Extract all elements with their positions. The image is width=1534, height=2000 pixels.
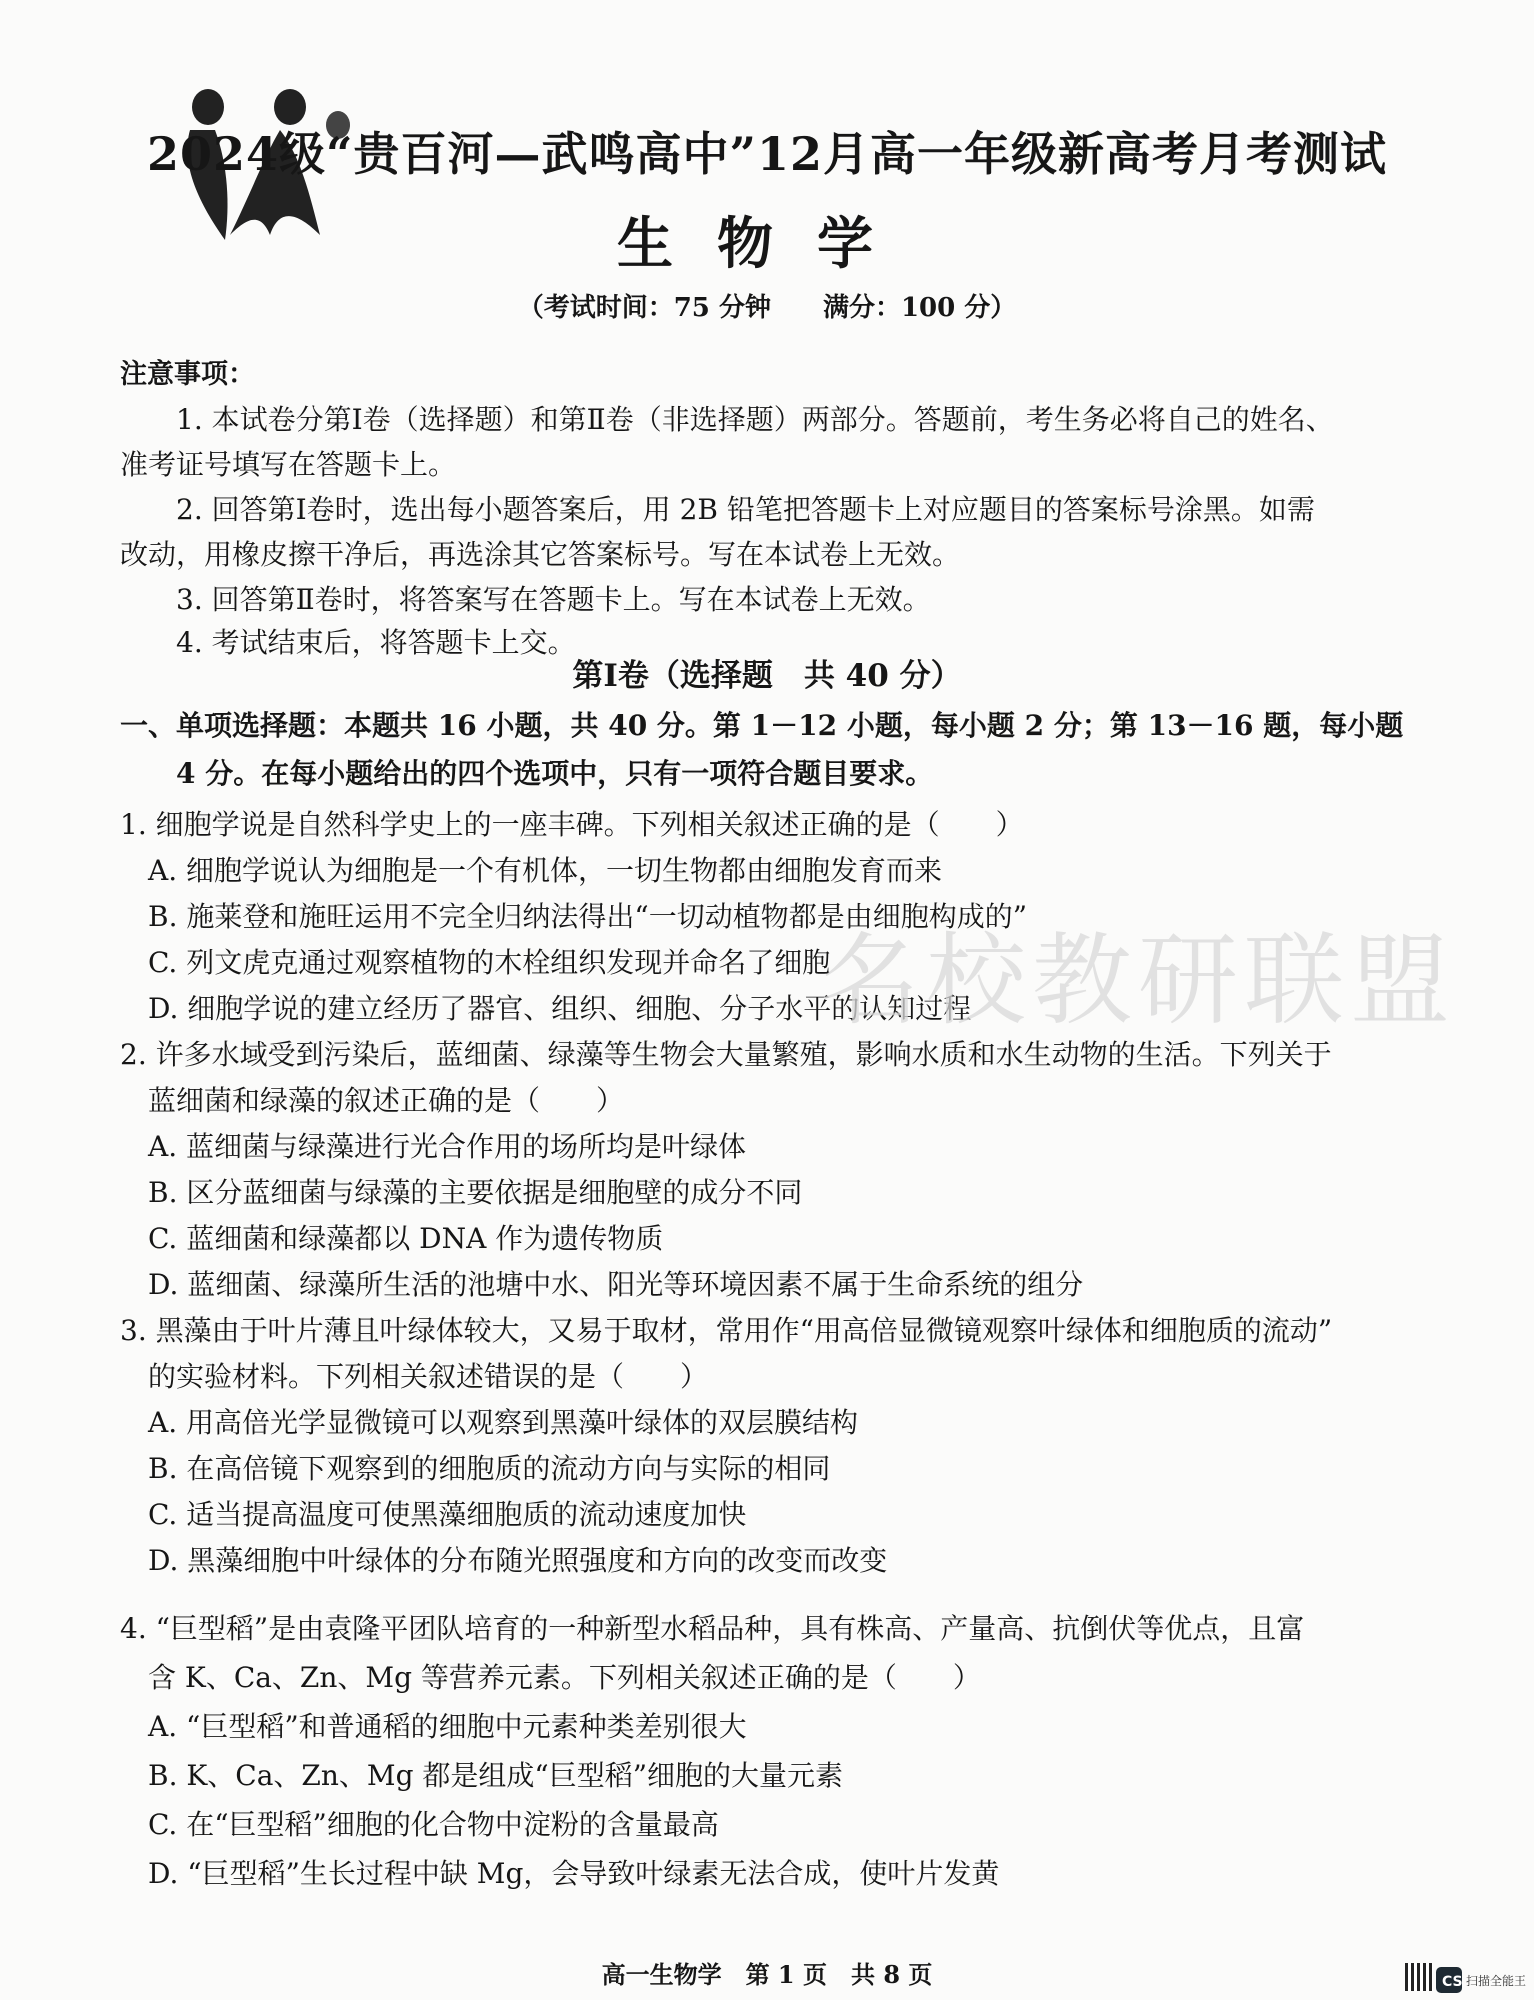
question-stem: 2. 许多水域受到污染后，蓝细菌、绿藻等生物会大量繁殖，影响水质和水生动物的生活。下列关于 <box>120 1038 1332 1071</box>
notes-line: 1. 本试卷分第Ⅰ卷（选择题）和第Ⅱ卷（非选择题）两部分。答题前，考生务必将自己的姓名、 <box>176 403 1334 436</box>
section-instruction: 一、单项选择题：本题共 16 小题，共 40 分。第 1－12 小题，每小题 2 分；第 13－16 题，每小题 <box>120 709 1404 742</box>
question-option: C. 适当提高温度可使黑藻细胞质的流动速度加快 <box>148 1498 747 1531</box>
notes-heading: 注意事项： <box>120 359 255 390</box>
notes-line: 3. 回答第Ⅱ卷时，将答案写在答题卡上。写在本试卷上无效。 <box>176 583 931 616</box>
exam-info: （考试时间：75 分钟 满分：100 分） <box>517 293 1017 323</box>
section-title: 第Ⅰ卷（选择题 共 40 分） <box>572 658 962 694</box>
question-option: D. “巨型稻”生长过程中缺 Mg，会导致叶绿素无法合成，使叶片发黄 <box>148 1857 1000 1890</box>
question-option: D. 蓝细菌、绿藻所生活的池塘中水、阳光等环境因素不属于生命系统的组分 <box>148 1268 1084 1301</box>
question-option: C. 列文虎克通过观察植物的木栓组织发现并命名了细胞 <box>148 946 831 979</box>
question-option: C. 蓝细菌和绿藻都以 DNA 作为遗传物质 <box>148 1222 664 1255</box>
qr-code-icon <box>1405 1963 1433 1991</box>
question-option: B. K、Ca、Zn、Mg 都是组成“巨型稻”细胞的大量元素 <box>148 1759 844 1792</box>
question-option: D. 细胞学说的建立经历了器官、组织、细胞、分子水平的认知过程 <box>148 992 972 1025</box>
question-stem: 含 K、Ca、Zn、Mg 等营养元素。下列相关叙述正确的是（ ） <box>148 1661 981 1694</box>
scanner-app-label: 扫描全能王 <box>1466 1974 1527 1988</box>
svg-text:CS: CS <box>1442 1974 1463 1990</box>
notes-line: 4. 考试结束后，将答题卡上交。 <box>176 626 576 659</box>
exam-title: 2024级“贵百河—武鸣高中”12月高一年级新高考月考测试 <box>147 127 1387 181</box>
question-stem: 3. 黑藻由于叶片薄且叶绿体较大，又易于取材，常用作“用高倍显微镜观察叶绿体和细胞质的流动” <box>120 1314 1333 1347</box>
question-option: A. “巨型稻”和普通稻的细胞中元素种类差别很大 <box>148 1710 747 1743</box>
page-footer: 高一生物学 第 1 页 共 8 页 <box>601 1960 933 1989</box>
question-option: A. 蓝细菌与绿藻进行光合作用的场所均是叶绿体 <box>148 1130 747 1163</box>
subject-title: 生物学 <box>617 211 917 277</box>
notes-line: 2. 回答第Ⅰ卷时，选出每小题答案后，用 2B 铅笔把答题卡上对应题目的答案标号涂黑。如需 <box>176 493 1315 526</box>
scanner-app-badge <box>1436 1965 1530 1995</box>
question-stem: 4. “巨型稻”是由袁隆平团队培育的一种新型水稻品种，具有株高、产量高、抗倒伏等优点，且富 <box>120 1612 1305 1645</box>
question-option: B. 施莱登和施旺运用不完全归纳法得出“一切动植物都是由细胞构成的” <box>148 900 1028 933</box>
question-option: D. 黑藻细胞中叶绿体的分布随光照强度和方向的改变而改变 <box>148 1544 888 1577</box>
notes-line: 改动，用橡皮擦干净后，再选涂其它答案标号。写在本试卷上无效。 <box>120 538 961 571</box>
section-instruction: 4 分。在每小题给出的四个选项中，只有一项符合题目要求。 <box>176 757 934 790</box>
notes-line: 准考证号填写在答题卡上。 <box>120 448 457 481</box>
question-option: C. 在“巨型稻”细胞的化合物中淀粉的含量最高 <box>148 1808 719 1841</box>
question-option: A. 用高倍光学显微镜可以观察到黑藻叶绿体的双层膜结构 <box>148 1406 859 1439</box>
question-stem: 1. 细胞学说是自然科学史上的一座丰碑。下列相关叙述正确的是（ ） <box>120 808 1024 841</box>
question-stem: 蓝细菌和绿藻的叙述正确的是（ ） <box>148 1084 625 1117</box>
question-option: B. 在高倍镜下观察到的细胞质的流动方向与实际的相同 <box>148 1452 831 1485</box>
question-option: A. 细胞学说认为细胞是一个有机体，一切生物都由细胞发育而来 <box>148 854 943 887</box>
question-option: B. 区分蓝细菌与绿藻的主要依据是细胞壁的成分不同 <box>148 1176 803 1209</box>
watermark: 名校教研联盟 <box>820 922 1456 1039</box>
question-stem: 的实验材料。下列相关叙述错误的是（ ） <box>148 1360 709 1393</box>
